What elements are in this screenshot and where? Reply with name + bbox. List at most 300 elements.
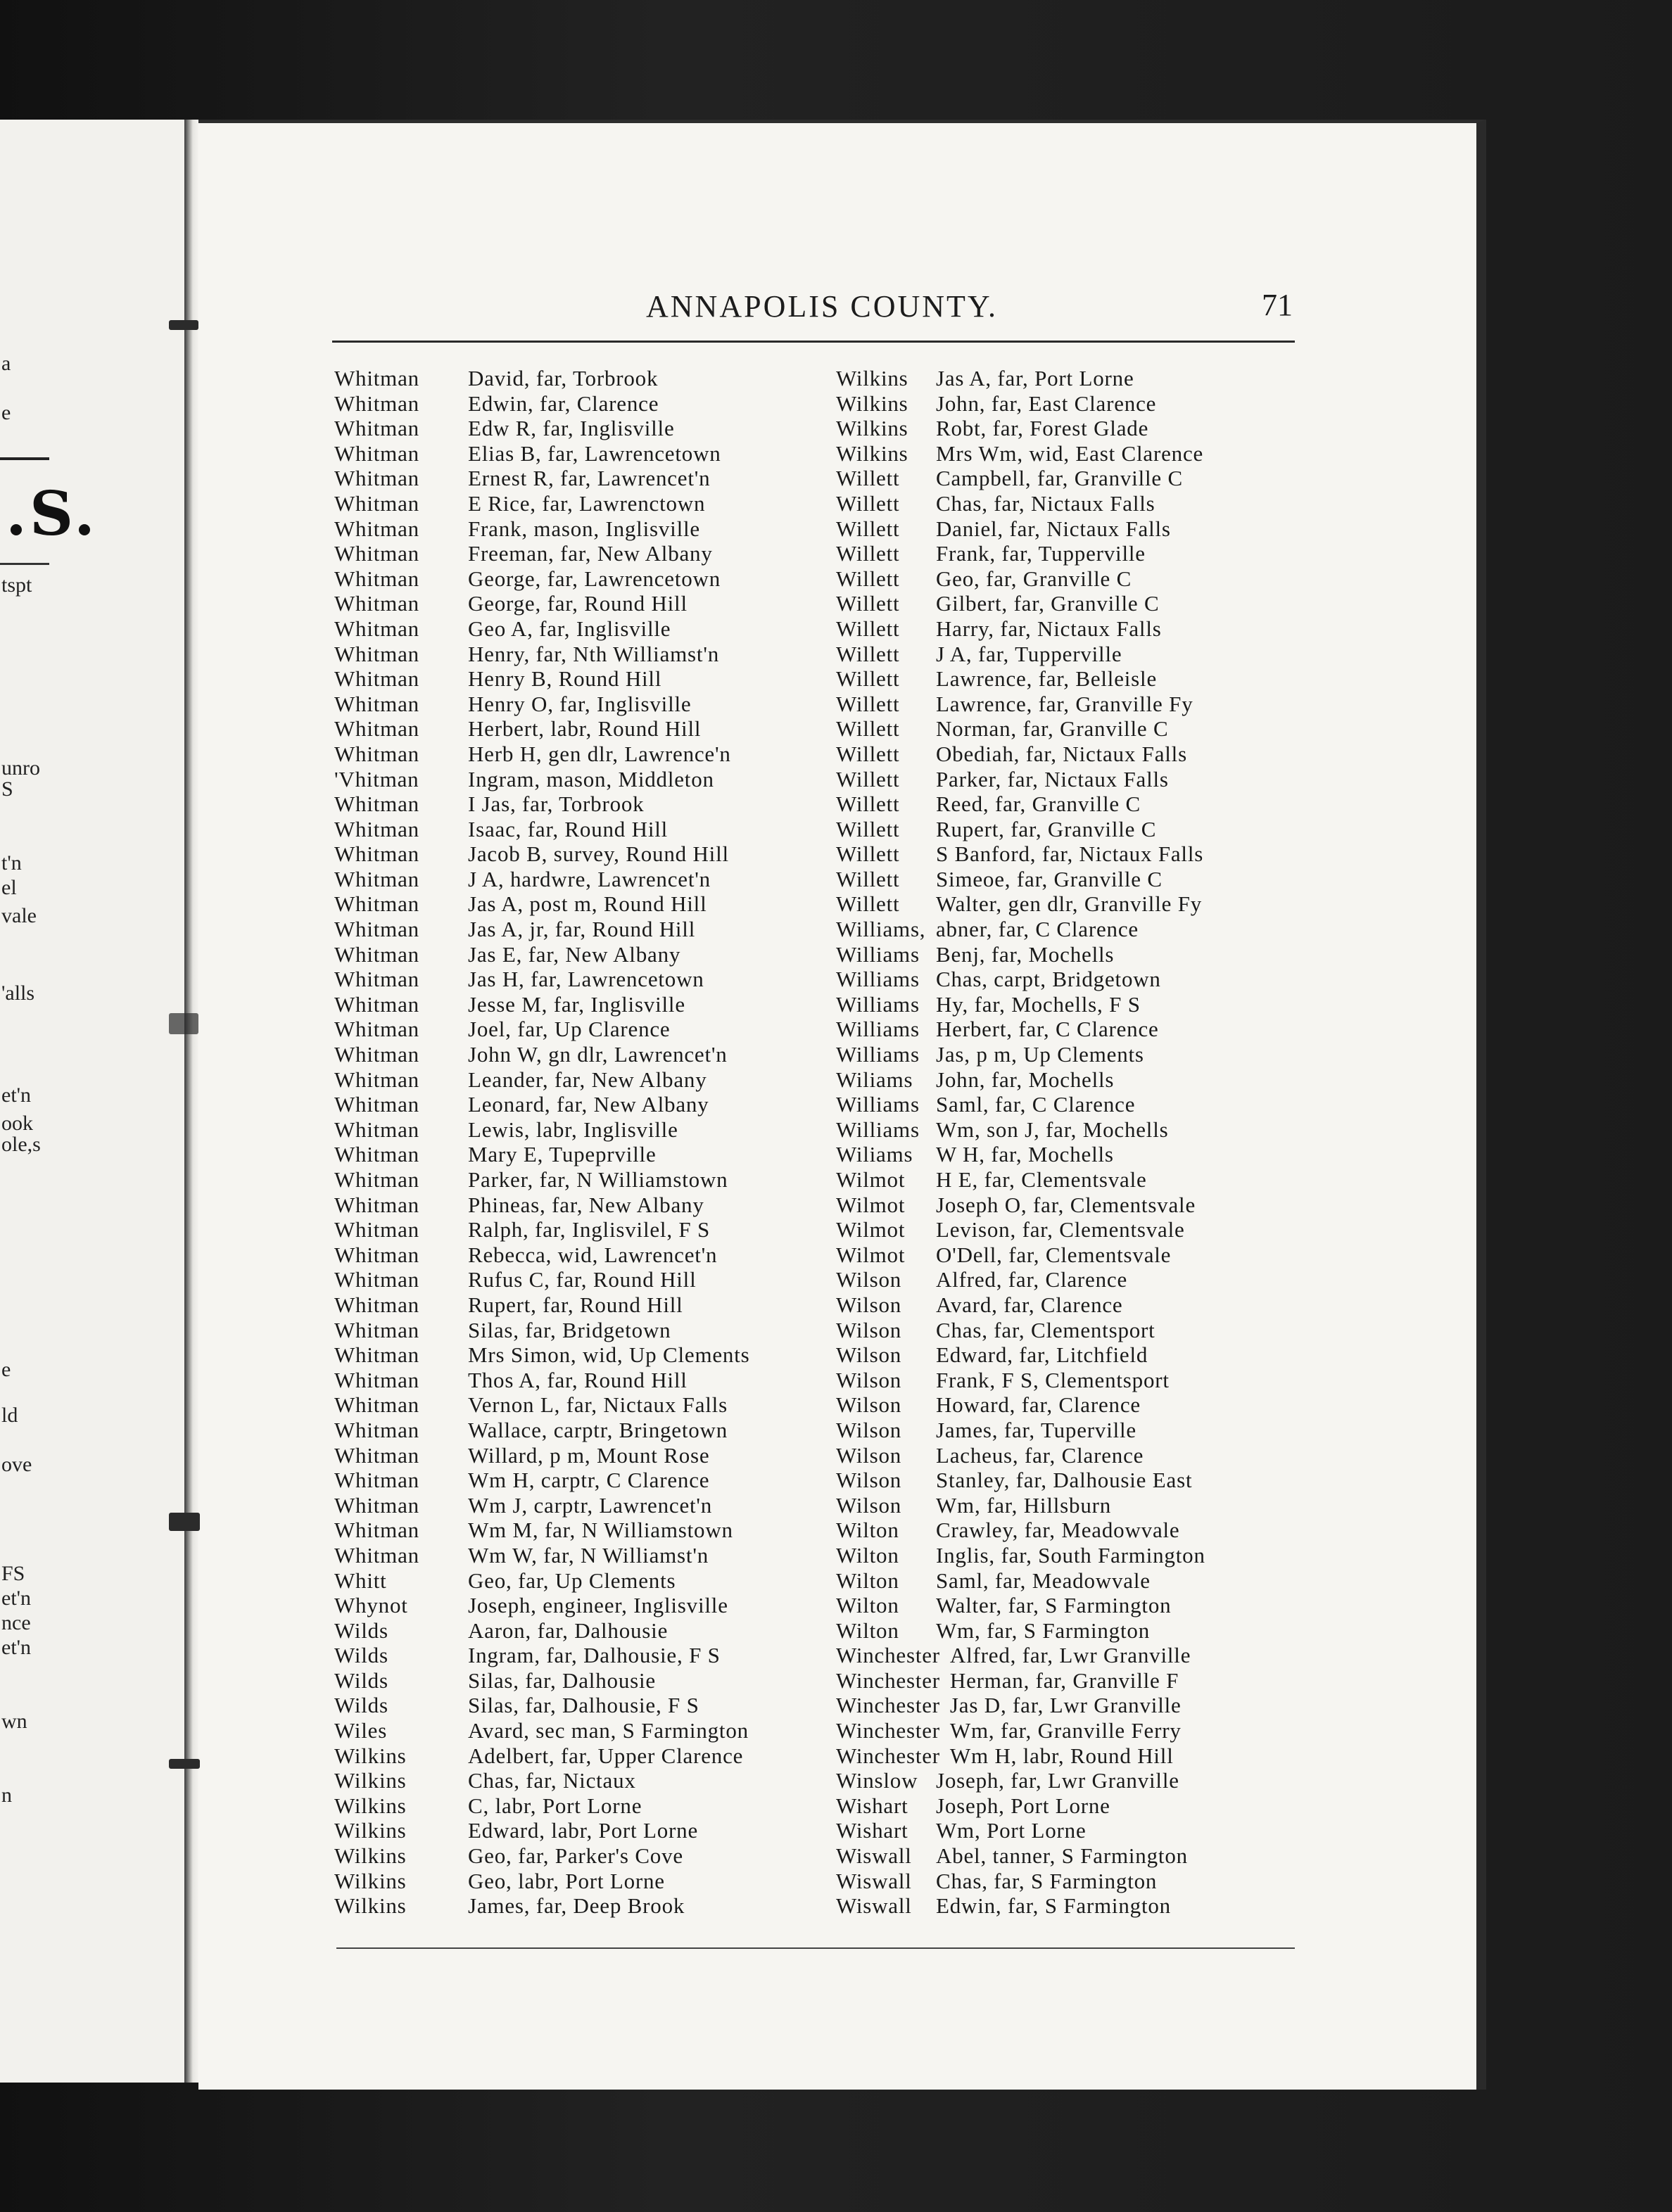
- entry-details: Crawley, far, Meadowvale: [936, 1518, 1180, 1543]
- directory-entry: [836, 692, 1205, 717]
- entry-surname: Williams: [836, 1017, 920, 1042]
- entry-surname: Willett: [836, 866, 900, 891]
- entry-surname: Wilkins: [334, 1743, 407, 1768]
- entry-details: Rupert, far, Round Hill: [468, 1292, 683, 1317]
- directory-entry: [836, 616, 1205, 642]
- entry-details: Geo, labr, Port Lorne: [468, 1868, 665, 1893]
- entry-details: Frank, far, Tupperville: [936, 541, 1146, 566]
- entry-surname: Williams,: [836, 917, 926, 942]
- entry-surname: Willett: [836, 566, 900, 591]
- left-page-text-fragment: unro: [1, 756, 40, 780]
- directory-entry: [334, 1443, 750, 1468]
- left-page-text-fragment: t'n: [1, 851, 22, 875]
- directory-entry: [334, 841, 750, 867]
- directory-entry: [334, 1643, 750, 1668]
- entry-surname: Whitt: [334, 1568, 387, 1593]
- entry-surname: Wilson: [836, 1317, 902, 1342]
- entry-details: Henry O, far, Inglisville: [468, 691, 692, 716]
- entry-surname: Whitman: [334, 1492, 419, 1518]
- entry-surname: Willett: [836, 666, 900, 692]
- entry-surname: Wilmot: [836, 1242, 906, 1267]
- entry-details: Jas A, far, Port Lorne: [936, 366, 1134, 390]
- directory-entry: [836, 1768, 1205, 1793]
- directory-entry: [836, 1368, 1205, 1393]
- left-page-fragment: [0, 120, 193, 2083]
- left-page-text-fragment: vale: [1, 904, 37, 927]
- entry-details: O'Dell, far, Clementsvale: [936, 1242, 1172, 1267]
- entry-details: Henry, far, Nth Williamst'n: [468, 641, 720, 666]
- entry-details: Leonard, far, New Albany: [468, 1092, 709, 1117]
- directory-entry: [334, 1718, 750, 1743]
- binding-clip: [169, 320, 198, 330]
- entry-surname: Wilds: [334, 1643, 388, 1668]
- left-page-text-fragment: FS: [1, 1562, 25, 1585]
- directory-entry: [334, 1768, 750, 1793]
- entry-surname: Wishart: [836, 1793, 908, 1818]
- directory-entry: [334, 541, 750, 566]
- directory-entry: [334, 666, 750, 692]
- entry-details: Wm H, labr, Round Hill: [949, 1743, 1174, 1768]
- directory-entry: [836, 967, 1205, 992]
- directory-entry: [836, 416, 1205, 441]
- entry-details: Thos A, far, Round Hill: [468, 1367, 688, 1392]
- entry-details: Parker, far, N Williamstown: [468, 1167, 728, 1192]
- directory-entry: [836, 366, 1205, 391]
- directory-entry: [334, 792, 750, 817]
- directory-entry: [334, 616, 750, 642]
- entry-surname: Willett: [836, 490, 900, 516]
- header-rule: [332, 341, 1295, 343]
- entry-details: David, far, Torbrook: [468, 366, 659, 390]
- entry-surname: Wilson: [836, 1392, 902, 1418]
- entry-surname: Whitman: [334, 1192, 419, 1217]
- entry-details: H E, far, Clementsvale: [936, 1167, 1147, 1192]
- directory-entry: [334, 1793, 750, 1819]
- entry-details: Joseph, far, Lwr Granville: [936, 1768, 1179, 1793]
- entry-surname: Whitman: [334, 1042, 419, 1067]
- directory-entry: [334, 767, 750, 792]
- directory-entry: [334, 1217, 750, 1242]
- entry-surname: Winchester: [836, 1667, 940, 1693]
- entry-details: Obediah, far, Nictaux Falls: [936, 741, 1187, 766]
- entry-details: Herman, far, Granville F: [949, 1667, 1179, 1693]
- directory-entry: [334, 917, 750, 942]
- entry-surname: Wiliams: [836, 1067, 913, 1092]
- entry-surname: Wilson: [836, 1492, 902, 1518]
- left-page-text-fragment: et'n: [1, 1083, 32, 1107]
- directory-entry: [334, 441, 750, 466]
- entry-details: Parker, far, Nictaux Falls: [936, 766, 1169, 792]
- entry-details: Chas, far, S Farmington: [936, 1868, 1158, 1893]
- directory-entry: [334, 466, 750, 491]
- entry-surname: Wilmot: [836, 1217, 906, 1242]
- entry-surname: Whitman: [334, 466, 419, 491]
- directory-entry: [836, 1818, 1205, 1843]
- entry-surname: Wilson: [836, 1417, 902, 1442]
- directory-entry: [334, 1468, 750, 1493]
- entry-surname: Wilkins: [836, 390, 908, 416]
- left-page-text-fragment: el: [1, 876, 17, 899]
- directory-entry: [334, 1668, 750, 1693]
- directory-entry: [334, 391, 750, 417]
- entry-surname: Wiliams: [836, 1142, 913, 1167]
- directory-entry: [836, 591, 1205, 616]
- entry-details: John, far, Mochells: [936, 1067, 1115, 1092]
- entry-surname: Wilkins: [334, 1843, 407, 1869]
- left-page-text-fragment: n: [1, 1784, 12, 1807]
- directory-entry: [836, 1643, 1205, 1668]
- entry-details: Henry B, Round Hill: [468, 666, 662, 692]
- entry-surname: Willett: [836, 741, 900, 766]
- entry-details: Silas, far, Dalhousie: [468, 1667, 656, 1693]
- directory-entry: [836, 1618, 1205, 1644]
- directory-entry: [836, 1042, 1205, 1067]
- entry-details: John W, gn dlr, Lawrencet'n: [468, 1042, 728, 1067]
- directory-entry: [836, 942, 1205, 967]
- directory-entry: [334, 1418, 750, 1443]
- entry-details: Levison, far, Clementsvale: [936, 1217, 1185, 1242]
- entry-details: Silas, far, Dalhousie, F S: [468, 1693, 699, 1718]
- entry-surname: Whitman: [334, 1442, 419, 1468]
- entry-surname: Whitman: [334, 1017, 419, 1042]
- entry-surname: Wilkins: [334, 1793, 407, 1818]
- entry-surname: Whitman: [334, 1417, 419, 1442]
- directory-entry: [836, 642, 1205, 667]
- directory-entry: [836, 666, 1205, 692]
- directory-entry: [836, 1292, 1205, 1318]
- directory-entry: [334, 867, 750, 892]
- directory-entry: [836, 767, 1205, 792]
- entry-surname: Wilton: [836, 1568, 899, 1593]
- entry-surname: Whitman: [334, 1292, 419, 1317]
- entry-details: Abel, tanner, S Farmington: [936, 1843, 1188, 1869]
- left-page-text-fragment: wn: [1, 1710, 27, 1733]
- entry-details: Rufus C, far, Round Hill: [468, 1267, 697, 1292]
- directory-entry: [334, 491, 750, 516]
- directory-entry: [836, 1568, 1205, 1594]
- directory-entry: [334, 1392, 750, 1418]
- entry-details: Simeoe, far, Granville C: [936, 866, 1163, 891]
- entry-details: Geo, far, Granville C: [936, 566, 1132, 591]
- entry-surname: Wiswall: [836, 1868, 912, 1893]
- directory-entry: [836, 1067, 1205, 1093]
- entry-surname: Willett: [836, 541, 900, 566]
- entry-details: Joseph O, far, Clementsvale: [936, 1192, 1196, 1217]
- directory-entry: [836, 1843, 1205, 1869]
- entry-details: Walter, far, S Farmington: [936, 1593, 1172, 1618]
- entry-surname: Whynot: [334, 1593, 408, 1618]
- directory-entry: [334, 692, 750, 717]
- entry-surname: Willett: [836, 466, 900, 491]
- entry-surname: Williams: [836, 1092, 920, 1117]
- directory-entry: [836, 541, 1205, 566]
- entry-surname: Willett: [836, 816, 900, 841]
- entry-surname: Wilson: [836, 1267, 902, 1292]
- directory-entry: [836, 1017, 1205, 1042]
- entry-surname: Wiswall: [836, 1843, 912, 1869]
- entry-details: Mary E, Tupeprville: [468, 1142, 657, 1167]
- directory-entry: [836, 1217, 1205, 1242]
- directory-entry: [334, 1193, 750, 1218]
- entry-surname: Whitman: [334, 490, 419, 516]
- entry-surname: Whitman: [334, 1217, 419, 1242]
- entry-details: Daniel, far, Nictaux Falls: [936, 516, 1171, 541]
- entry-details: abner, far, C Clarence: [936, 917, 1139, 942]
- entry-details: Ingram, mason, Middleton: [468, 766, 714, 792]
- entry-details: Edward, labr, Port Lorne: [468, 1818, 699, 1843]
- entry-surname: Wilton: [836, 1542, 899, 1568]
- entry-details: Geo A, far, Inglisville: [468, 616, 671, 641]
- entry-details: Frank, F S, Clementsport: [936, 1367, 1170, 1392]
- entry-surname: Wilkins: [334, 1893, 407, 1919]
- entry-details: Avard, far, Clarence: [936, 1292, 1123, 1317]
- directory-entry: [836, 1893, 1205, 1919]
- directory-entry: [836, 1718, 1205, 1743]
- directory-entry: [334, 1292, 750, 1318]
- entry-surname: 'Vhitman: [334, 766, 419, 792]
- directory-entry: [836, 1593, 1205, 1618]
- entry-details: C, labr, Port Lorne: [468, 1793, 642, 1818]
- directory-entry: [836, 1418, 1205, 1443]
- entry-surname: Whitman: [334, 991, 419, 1017]
- directory-entry: [836, 1668, 1205, 1693]
- directory-entry: [334, 1318, 750, 1343]
- entry-surname: Willett: [836, 516, 900, 541]
- directory-entry: [334, 1042, 750, 1067]
- entry-surname: Williams: [836, 991, 920, 1017]
- left-page-big-letters: .S.: [6, 478, 98, 549]
- entry-surname: Wilson: [836, 1468, 902, 1493]
- entry-surname: Willett: [836, 841, 900, 867]
- directory-entry: [334, 1142, 750, 1167]
- entry-surname: Whitman: [334, 1267, 419, 1292]
- directory-entry: [836, 917, 1205, 942]
- entry-details: Lewis, labr, Inglisville: [468, 1117, 678, 1142]
- entry-details: Herbert, far, C Clarence: [936, 1017, 1159, 1042]
- directory-column-right: [836, 366, 1205, 1919]
- entry-surname: Whitman: [334, 1468, 419, 1493]
- entry-surname: Whitman: [334, 541, 419, 566]
- directory-entry: [334, 1818, 750, 1843]
- directory-entry: [334, 1893, 750, 1919]
- entry-details: Chas, far, Clementsport: [936, 1317, 1155, 1342]
- directory-entry: [836, 1693, 1205, 1718]
- entry-details: Wm J, carptr, Lawrencet'n: [468, 1492, 713, 1518]
- directory-entry: [334, 1117, 750, 1143]
- directory-column-left: [334, 366, 750, 1919]
- entry-details: Rebecca, wid, Lawrencet'n: [468, 1242, 718, 1267]
- directory-entry: [836, 1793, 1205, 1819]
- directory-entry: [836, 891, 1205, 917]
- directory-entry: [836, 566, 1205, 592]
- entry-surname: Whitman: [334, 1367, 419, 1392]
- entry-surname: Winchester: [836, 1643, 940, 1668]
- entry-details: Chas, far, Nictaux Falls: [936, 490, 1155, 516]
- entry-details: Norman, far, Granville C: [936, 716, 1169, 742]
- entry-surname: Winchester: [836, 1718, 940, 1743]
- directory-entry: [334, 1869, 750, 1894]
- entry-details: Campbell, far, Granville C: [936, 466, 1183, 491]
- entry-surname: Wilkins: [836, 416, 908, 441]
- entry-details: Silas, far, Bridgetown: [468, 1317, 671, 1342]
- entry-surname: Williams: [836, 1117, 920, 1142]
- entry-surname: Willett: [836, 792, 900, 817]
- entry-details: Geo, far, Up Clements: [468, 1568, 676, 1593]
- entry-details: Wm, Port Lorne: [936, 1818, 1087, 1843]
- binding-clip: [169, 1513, 200, 1531]
- directory-entry: [836, 867, 1205, 892]
- left-page-text-fragment: ove: [1, 1453, 32, 1476]
- directory-entry: [836, 1242, 1205, 1268]
- entry-details: Edward, far, Litchfield: [936, 1342, 1148, 1368]
- directory-entry: [836, 1318, 1205, 1343]
- directory-entry: [836, 817, 1205, 842]
- entry-details: Herb H, gen dlr, Lawrence'n: [468, 741, 731, 766]
- entry-details: J A, far, Tupperville: [936, 641, 1122, 666]
- entry-details: John, far, East Clarence: [936, 390, 1157, 416]
- entry-details: Ernest R, far, Lawrencet'n: [468, 466, 711, 491]
- entry-details: Walter, gen dlr, Granville Fy: [936, 891, 1203, 917]
- entry-surname: Winslow: [836, 1768, 918, 1793]
- entry-details: Lawrence, far, Granville Fy: [936, 691, 1193, 716]
- directory-entry: [334, 516, 750, 542]
- left-page-text-fragment: e: [1, 401, 11, 424]
- entry-details: Wm M, far, N Williamstown: [468, 1518, 733, 1543]
- entry-surname: Willett: [836, 616, 900, 641]
- directory-entry: [836, 1342, 1205, 1368]
- binding-clip: [169, 1759, 200, 1769]
- entry-surname: Whitman: [334, 1317, 419, 1342]
- entry-surname: Wilmot: [836, 1167, 906, 1192]
- entry-details: Ralph, far, Inglisvilel, F S: [468, 1217, 711, 1242]
- directory-entry: [836, 1443, 1205, 1468]
- entry-details: Isaac, far, Round Hill: [468, 816, 669, 841]
- entry-surname: Whitman: [334, 666, 419, 692]
- entry-surname: Williams: [836, 967, 920, 992]
- entry-details: Alfred, far, Clarence: [936, 1267, 1128, 1292]
- entry-surname: Wilson: [836, 1442, 902, 1468]
- directory-entry: [836, 1167, 1205, 1193]
- entry-details: Leander, far, New Albany: [468, 1067, 707, 1092]
- directory-entry: [836, 1493, 1205, 1518]
- directory-entry: [836, 716, 1205, 742]
- entry-details: Harry, far, Nictaux Falls: [936, 616, 1162, 641]
- entry-details: Geo, far, Parker's Cove: [468, 1843, 683, 1869]
- directory-entry: [836, 1518, 1205, 1543]
- directory-entry: [836, 391, 1205, 417]
- entry-details: Joel, far, Up Clarence: [468, 1017, 671, 1042]
- directory-entry: [836, 1092, 1205, 1117]
- directory-entry: [334, 1518, 750, 1543]
- left-page-text-fragment: et'n: [1, 1587, 32, 1610]
- entry-surname: Wilmot: [836, 1192, 906, 1217]
- left-page-text-fragment: a: [1, 352, 11, 375]
- entry-details: James, far, Deep Brook: [468, 1893, 685, 1919]
- entry-surname: Whitman: [334, 1542, 419, 1568]
- directory-entry: [836, 516, 1205, 542]
- entry-details: Mrs Simon, wid, Up Clements: [468, 1342, 750, 1368]
- entry-surname: Wilds: [334, 1617, 388, 1643]
- entry-surname: Whitman: [334, 1518, 419, 1543]
- directory-entry: [836, 1468, 1205, 1493]
- directory-entry: [836, 1869, 1205, 1894]
- entry-surname: Whitman: [334, 1092, 419, 1117]
- entry-details: Wm H, carptr, C Clarence: [468, 1468, 710, 1493]
- entry-details: George, far, Round Hill: [468, 591, 688, 616]
- directory-entry: [334, 1618, 750, 1644]
- entry-surname: Whitman: [334, 1142, 419, 1167]
- entry-details: Wm, far, Granville Ferry: [949, 1718, 1182, 1743]
- directory-entry: [334, 992, 750, 1017]
- left-page-text-fragment: nce: [1, 1611, 31, 1634]
- entry-surname: Wiswall: [836, 1893, 912, 1919]
- entry-surname: Williams: [836, 941, 920, 967]
- entry-details: W H, far, Mochells: [936, 1142, 1114, 1167]
- entry-details: Saml, far, Meadowvale: [936, 1568, 1151, 1593]
- entry-surname: Willett: [836, 766, 900, 792]
- entry-details: Edwin, far, Clarence: [468, 390, 659, 416]
- directory-entry: [334, 1693, 750, 1718]
- directory-entry: [334, 942, 750, 967]
- footer-rule: [336, 1947, 1295, 1949]
- entry-details: Jacob B, survey, Round Hill: [468, 841, 729, 867]
- entry-details: Rupert, far, Granville C: [936, 816, 1157, 841]
- entry-details: Wm, son J, far, Mochells: [936, 1117, 1169, 1142]
- directory-entry: [836, 841, 1205, 867]
- entry-details: Willard, p m, Mount Rose: [468, 1442, 710, 1468]
- entry-surname: Wilkins: [334, 1818, 407, 1843]
- directory-entry: [334, 591, 750, 616]
- entry-surname: Whitman: [334, 1067, 419, 1092]
- entry-surname: Whitman: [334, 366, 419, 390]
- entry-details: I Jas, far, Torbrook: [468, 792, 645, 817]
- entry-surname: Whitman: [334, 967, 419, 992]
- entry-surname: Willett: [836, 691, 900, 716]
- entry-surname: Whitman: [334, 641, 419, 666]
- entry-details: Chas, carpt, Bridgetown: [936, 967, 1161, 992]
- directory-entry: [334, 742, 750, 767]
- directory-entry: [334, 1843, 750, 1869]
- entry-surname: Wilton: [836, 1518, 899, 1543]
- entry-details: Edw R, far, Inglisville: [468, 416, 675, 441]
- entry-surname: Wilson: [836, 1342, 902, 1368]
- entry-details: Wallace, carptr, Bringetown: [468, 1417, 728, 1442]
- entry-surname: Whitman: [334, 816, 419, 841]
- entry-surname: Whitman: [334, 416, 419, 441]
- entry-details: Jas D, far, Lwr Granville: [949, 1693, 1182, 1718]
- entry-details: Avard, sec man, S Farmington: [468, 1718, 749, 1743]
- entry-surname: Whitman: [334, 1342, 419, 1368]
- directory-entry: [836, 1543, 1205, 1568]
- entry-details: Alfred, far, Lwr Granville: [949, 1643, 1191, 1668]
- entry-surname: Willett: [836, 591, 900, 616]
- entry-surname: Wilton: [836, 1593, 899, 1618]
- entry-details: Chas, far, Nictaux: [468, 1768, 636, 1793]
- entry-surname: Wilson: [836, 1367, 902, 1392]
- directory-entry: [334, 1267, 750, 1292]
- entry-surname: Whitman: [334, 792, 419, 817]
- entry-surname: Wilds: [334, 1667, 388, 1693]
- entry-details: Stanley, far, Dalhousie East: [936, 1468, 1193, 1493]
- entry-surname: Winchester: [836, 1743, 940, 1768]
- directory-entry: [836, 1267, 1205, 1292]
- entry-surname: Whitman: [334, 1117, 419, 1142]
- directory-entry: [334, 1593, 750, 1618]
- entry-surname: Whitman: [334, 516, 419, 541]
- directory-entry: [334, 366, 750, 391]
- left-page-text-fragment: tspt: [1, 573, 32, 597]
- left-page-text-fragment: S: [1, 777, 13, 801]
